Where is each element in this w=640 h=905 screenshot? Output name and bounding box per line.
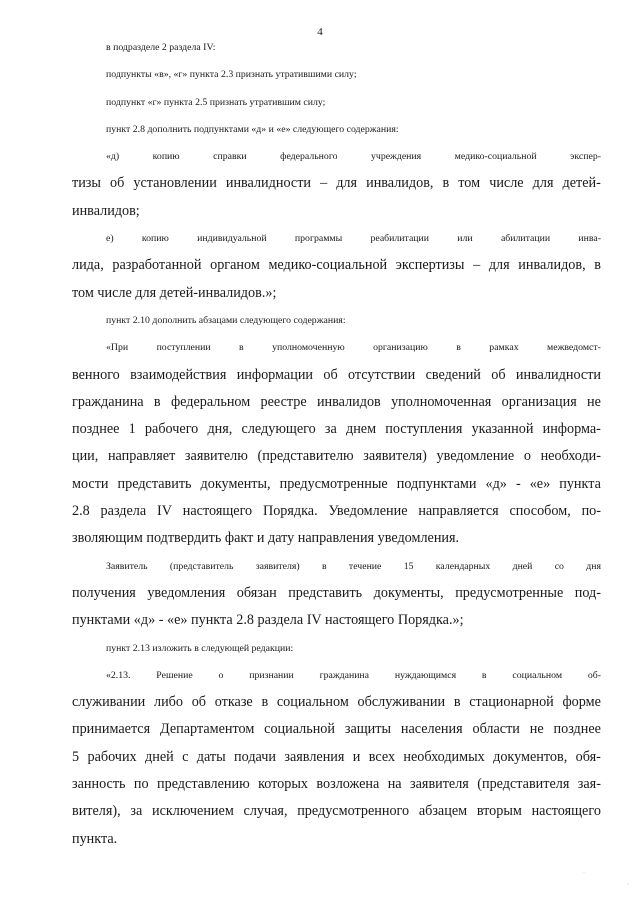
- text-line: вителя), за исключением случая, предусмотренного абзацем вторым настоящего: [72, 803, 601, 820]
- text-line: подпункты «в», «г» пункта 2.3 признать утратившими силу;: [106, 69, 357, 81]
- text-line: тизы об установлении инвалидности – для инвалидов, в том числе для детей-: [72, 175, 601, 192]
- text-line: принимается Департаментом социальной защиты населения области не позднее: [72, 721, 601, 738]
- page-number: 4: [317, 26, 323, 38]
- document-body: [72, 34, 601, 853]
- text-line: мости представить документы, предусмотренные подпунктами «д» - «е» пункта: [72, 475, 601, 492]
- text-line: служивании либо об отказе в социальном обслуживании в стационарной форме: [72, 694, 601, 711]
- text-line: пункт 2.13 изложить в следующей редакции:: [106, 642, 294, 654]
- text-line: 2.8 раздела IV настоящего Порядка. Уведомление направляется способом, по-: [72, 503, 601, 520]
- scan-speck: ·: [627, 882, 629, 888]
- text-line: в подразделе 2 раздела IV:: [106, 42, 216, 53]
- text-line: 5 рабочих дней с даты подачи заявления и всех необходимых документов, обя-: [72, 748, 601, 765]
- text-line: лида, разработанной органом медико-социальной экспертизы – для инвалидов, в: [72, 257, 601, 274]
- text-line: получения уведомления обязан представить документы, предусмотренные под-: [72, 584, 601, 601]
- text-line: зволяющим подтвердить факт и дату направления уведомления.: [72, 530, 460, 547]
- text-line: е) копию индивидуальной программы реабилитации или абилитации инва-: [106, 233, 601, 245]
- text-line: гражданина в федеральном реестре инвалидов уполномоченная организация не: [72, 393, 601, 410]
- text-line: пункт 2.10 дополнить абзацами следующего содержания:: [106, 314, 346, 326]
- text-line: пункта.: [72, 830, 118, 847]
- text-line: пунктами «д» - «е» пункта 2.8 раздела IV настоящего Порядка.»;: [72, 612, 464, 629]
- text-line: Заявитель (представитель заявителя) в течение 15 календарных дней со дня: [106, 560, 601, 572]
- text-line: ции, направляет заявителю (представителю заявителя) уведомление о необходи-: [72, 448, 601, 465]
- text-line: позднее 1 рабочего дня, следующего за днем поступления указанной информа-: [72, 421, 601, 438]
- text-line: пункт 2.8 дополнить подпунктами «д» и «е» следующего содержания:: [106, 123, 399, 135]
- text-line: подпункт «г» пункта 2.5 признать утратившим силу;: [106, 96, 326, 108]
- text-line: том числе для детей-инвалидов.»;: [72, 284, 277, 301]
- text-line: инвалидов;: [72, 202, 140, 219]
- scan-speck: ·: [583, 870, 585, 876]
- text-line: «2.13. Решение о признании гражданина нуждающимся в социальном об-: [106, 669, 601, 681]
- text-line: венного взаимодействия информации об отсутствии сведений об инвалидности: [72, 366, 601, 383]
- text-line: занность по представлению которых возложена на заявителя (представителя зая-: [72, 776, 601, 793]
- text-line: «При поступлении в уполномоченную организацию в рамках межведомст-: [106, 342, 601, 354]
- text-line: «д) копию справки федерального учреждения медико-социальной экспер-: [106, 151, 601, 163]
